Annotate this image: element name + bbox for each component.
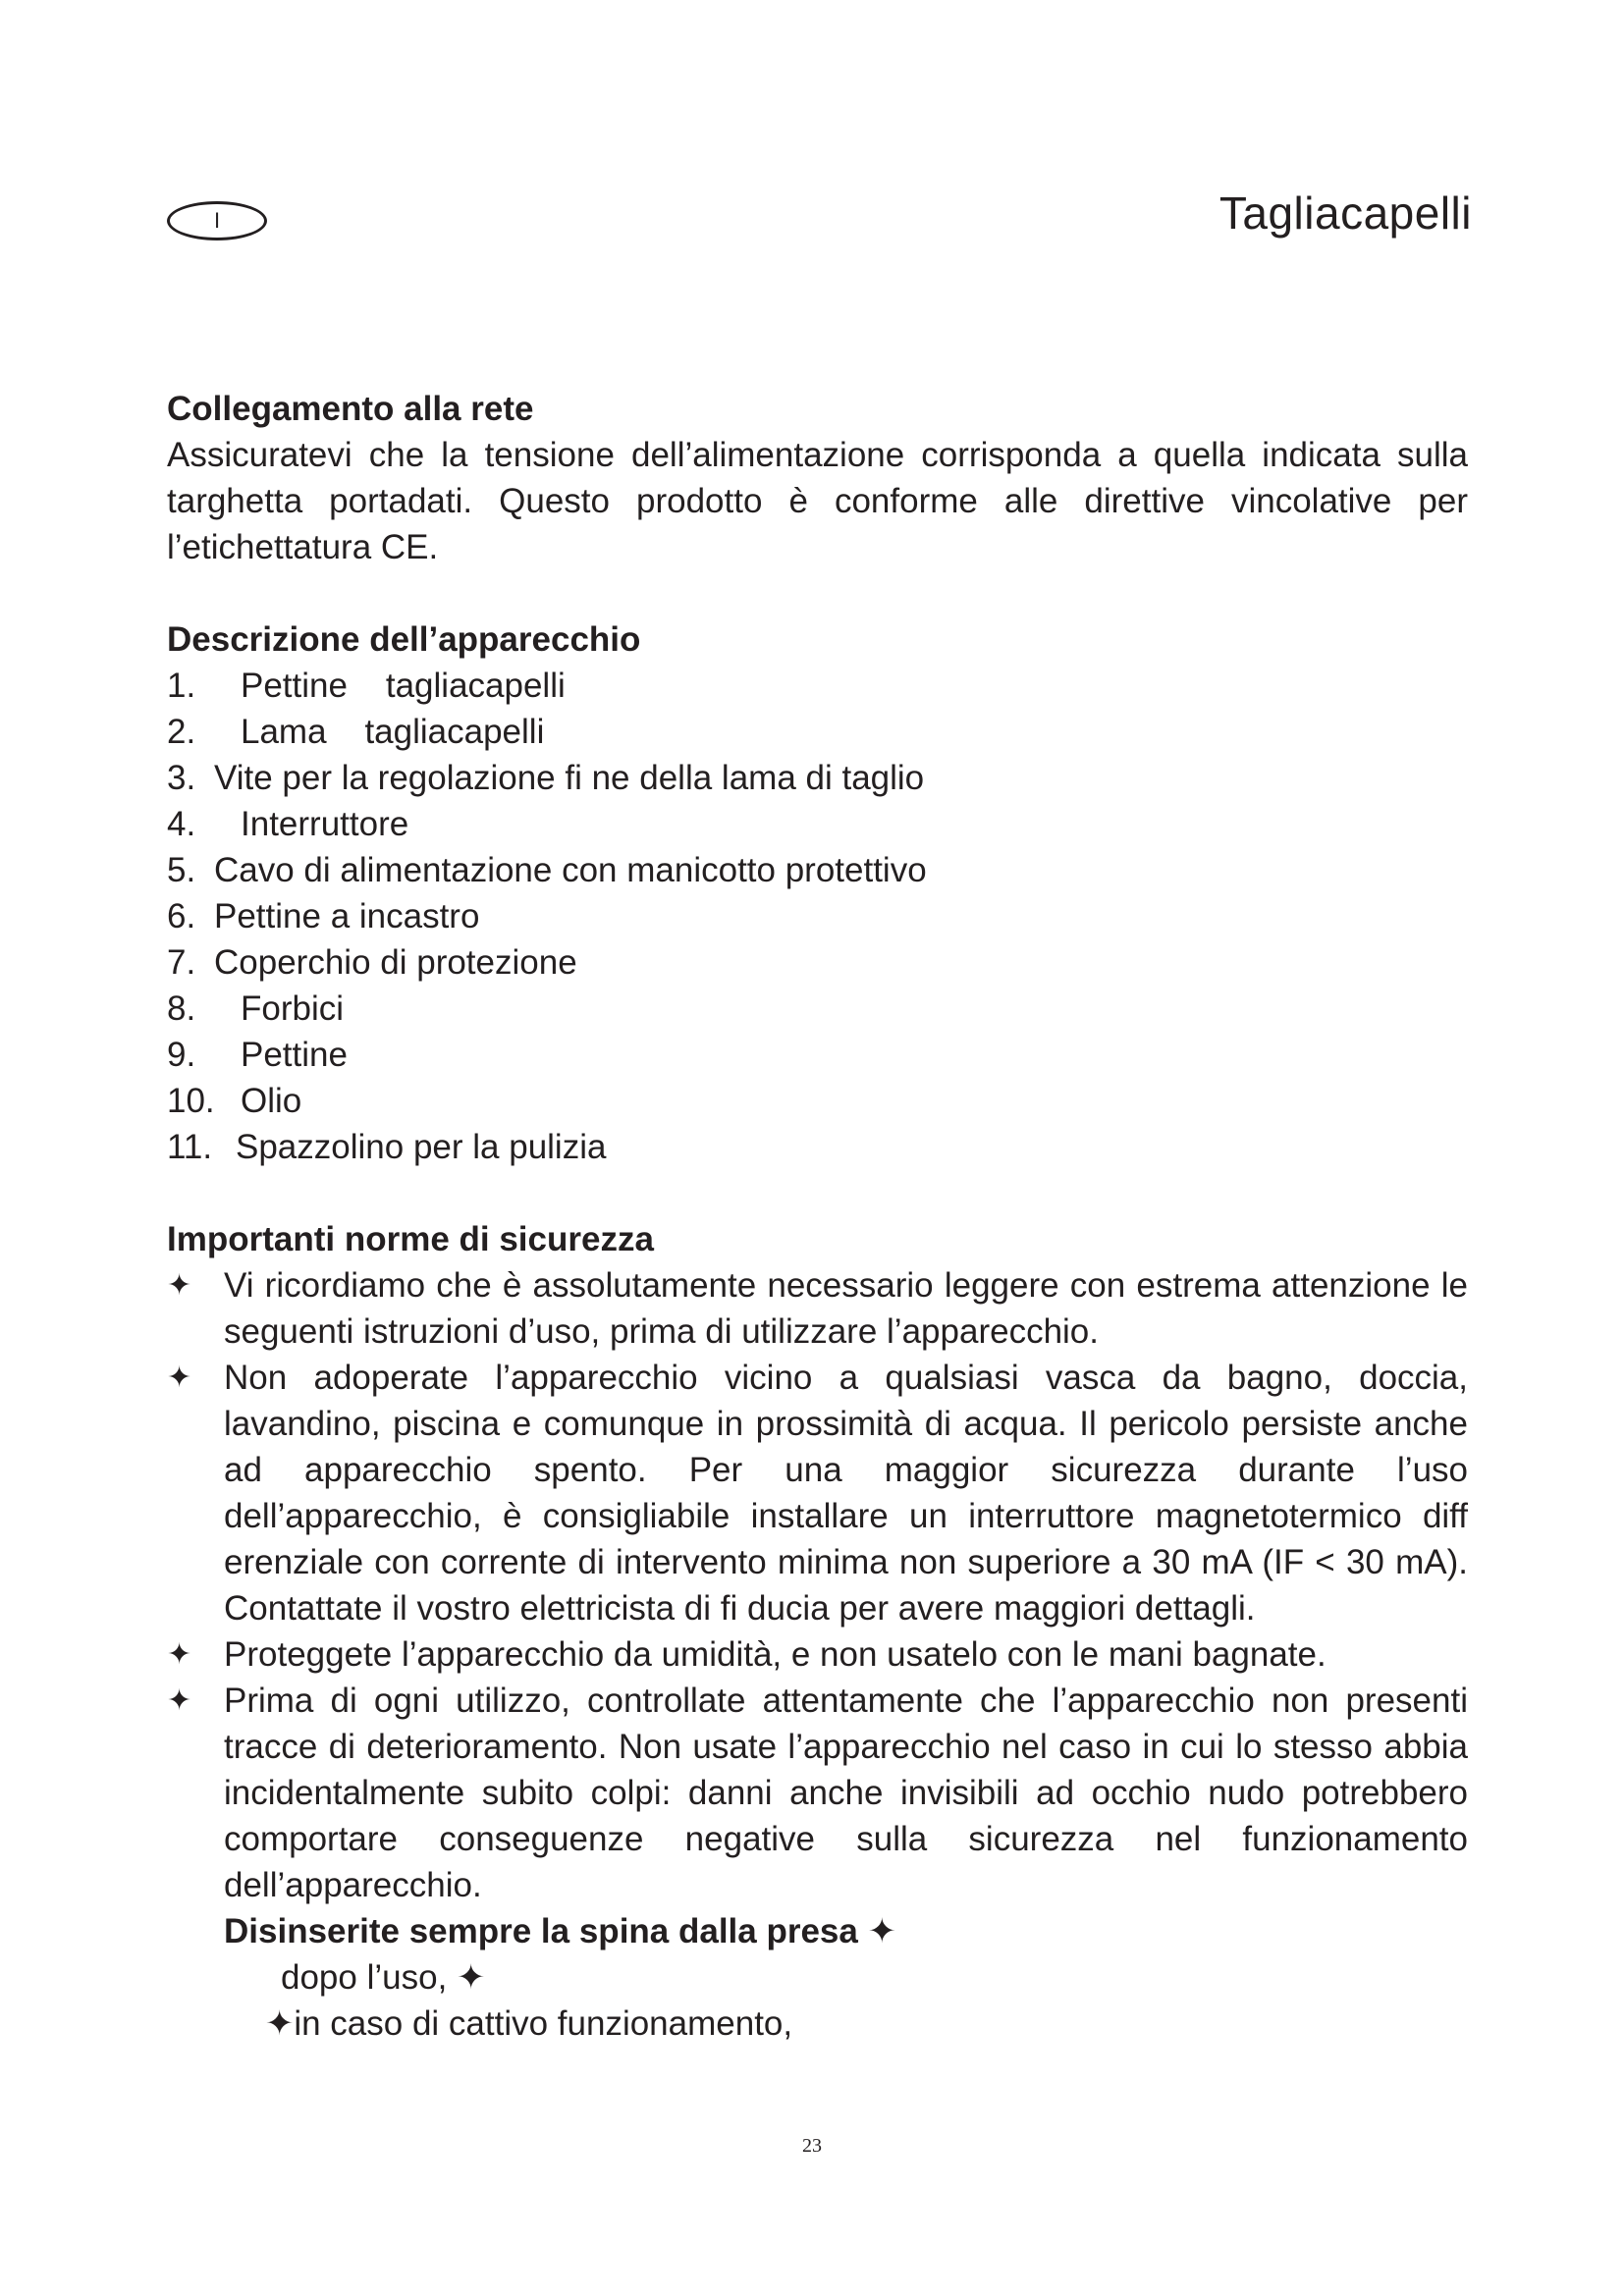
- item-label: Olio: [241, 1082, 302, 1120]
- page-content: [167, 386, 1468, 2047]
- list-item: [167, 801, 1468, 847]
- list-item: [167, 709, 1468, 755]
- page-title: Tagliacapelli: [1218, 187, 1472, 239]
- item-number: 2.: [167, 713, 196, 751]
- list-item: [167, 1262, 1468, 1355]
- rule-text: Non adoperate l’apparecchio vicino a qualsiasi vasca da bagno, doccia, lavandino, piscina e comunque in prossimità di acqua. Il pericolo persiste anche ad apparecchio spento. Per una maggior sicurezza durante l’uso dell’apparecchio, è consigliabile installare un interruttore magnetotermico diff erenziale con corrente di intervento minima non superiore a 30 mA (IF < 30 mA). Contattate il vostro elettricista di fi ducia per avere maggiori dettagli.: [224, 1359, 1468, 1628]
- item-label: Interruttore: [241, 805, 409, 843]
- rule-text: Prima di ogni utilizzo, controllate attentamente che l’apparecchio non presenti tracce di deterioramento. Non usate l’apparecchio nel caso in cui lo stesso abbia incidentalmente subito colpi: danni anche invisibili ad occhio nudo potrebbero comportare conseguenze negative sulla sicurezza nel funzionamento dell’apparecchio.: [224, 1682, 1468, 1904]
- connection-text: Assicuratevi che la tensione dell’alimentazione corrisponda a quella indicata sulla targhetta portadati. Questo prodotto è conforme alle direttive vincolative per l’etichettatura CE.: [167, 436, 1468, 566]
- star-bullet-icon: ✦: [167, 1684, 192, 1717]
- list-item: [167, 1631, 1468, 1678]
- safety-rules-list: [167, 1262, 1468, 1908]
- item-label: Lama tagliacapelli: [241, 713, 545, 751]
- list-item: [167, 663, 1468, 709]
- list-item: [167, 1124, 1468, 1170]
- unplug-condition: dopo l’uso, ✦: [281, 1958, 486, 1997]
- star-bullet-icon: ✦: [167, 1362, 192, 1394]
- item-number: 8.: [167, 989, 196, 1028]
- connection-title: Collegamento alla rete: [167, 390, 534, 428]
- item-number: 9.: [167, 1036, 196, 1074]
- list-item: [167, 1678, 1468, 1908]
- list-item: [167, 755, 1468, 801]
- item-number: 3.: [167, 759, 196, 797]
- star-bullet-icon: ✦: [167, 1269, 192, 1302]
- list-item: [167, 986, 1468, 1032]
- list-item: [167, 1032, 1468, 1078]
- list-item: [167, 1078, 1468, 1124]
- item-number: 5.: [167, 851, 196, 889]
- star-bullet-icon: ✦: [167, 1638, 192, 1671]
- item-label: Pettine tagliacapelli: [241, 667, 566, 705]
- connection-section: [167, 386, 1468, 570]
- rule-text: Vi ricordiamo che è assolutamente necessario leggere con estrema attenzione le seguenti istruzioni d’uso, prima di utilizzare l’apparecchio.: [224, 1266, 1468, 1351]
- item-number: 7.: [167, 943, 196, 982]
- item-label: Coperchio di protezione: [214, 943, 577, 982]
- unplug-heading: Disinserite sempre la spina dalla presa ✦: [224, 1912, 896, 1950]
- item-label: Spazzolino per la pulizia: [236, 1128, 607, 1166]
- item-label: Cavo di alimentazione con manicotto protettivo: [214, 851, 927, 889]
- item-label: Pettine: [241, 1036, 348, 1074]
- rule-text: Proteggete l’apparecchio da umidità, e non usatelo con le mani bagnate.: [224, 1635, 1326, 1674]
- description-title: Descrizione dell’apparecchio: [167, 620, 641, 659]
- item-label: Vite per la regolazione fi ne della lama di taglio: [214, 759, 925, 797]
- list-item: [167, 893, 1468, 939]
- list-item: [167, 939, 1468, 986]
- item-number: 6.: [167, 897, 196, 935]
- item-label: Pettine a incastro: [214, 897, 480, 935]
- list-item: [167, 847, 1468, 893]
- language-badge: [167, 201, 267, 240]
- safety-title: Importanti norme di sicurezza: [167, 1220, 654, 1258]
- description-section: [167, 616, 1468, 1170]
- item-number: 1.: [167, 667, 196, 705]
- safety-section: [167, 1216, 1468, 2047]
- unplug-condition: ✦in caso di cattivo funzionamento,: [265, 2004, 793, 2043]
- item-number: 11.: [167, 1128, 213, 1166]
- item-label: Forbici: [241, 989, 345, 1028]
- page-number: 23: [802, 2135, 822, 2157]
- item-number: 10.: [167, 1082, 215, 1120]
- parts-list: [167, 663, 1468, 1170]
- item-number: 4.: [167, 805, 196, 843]
- list-item: [167, 1355, 1468, 1631]
- language-code: I: [213, 208, 221, 233]
